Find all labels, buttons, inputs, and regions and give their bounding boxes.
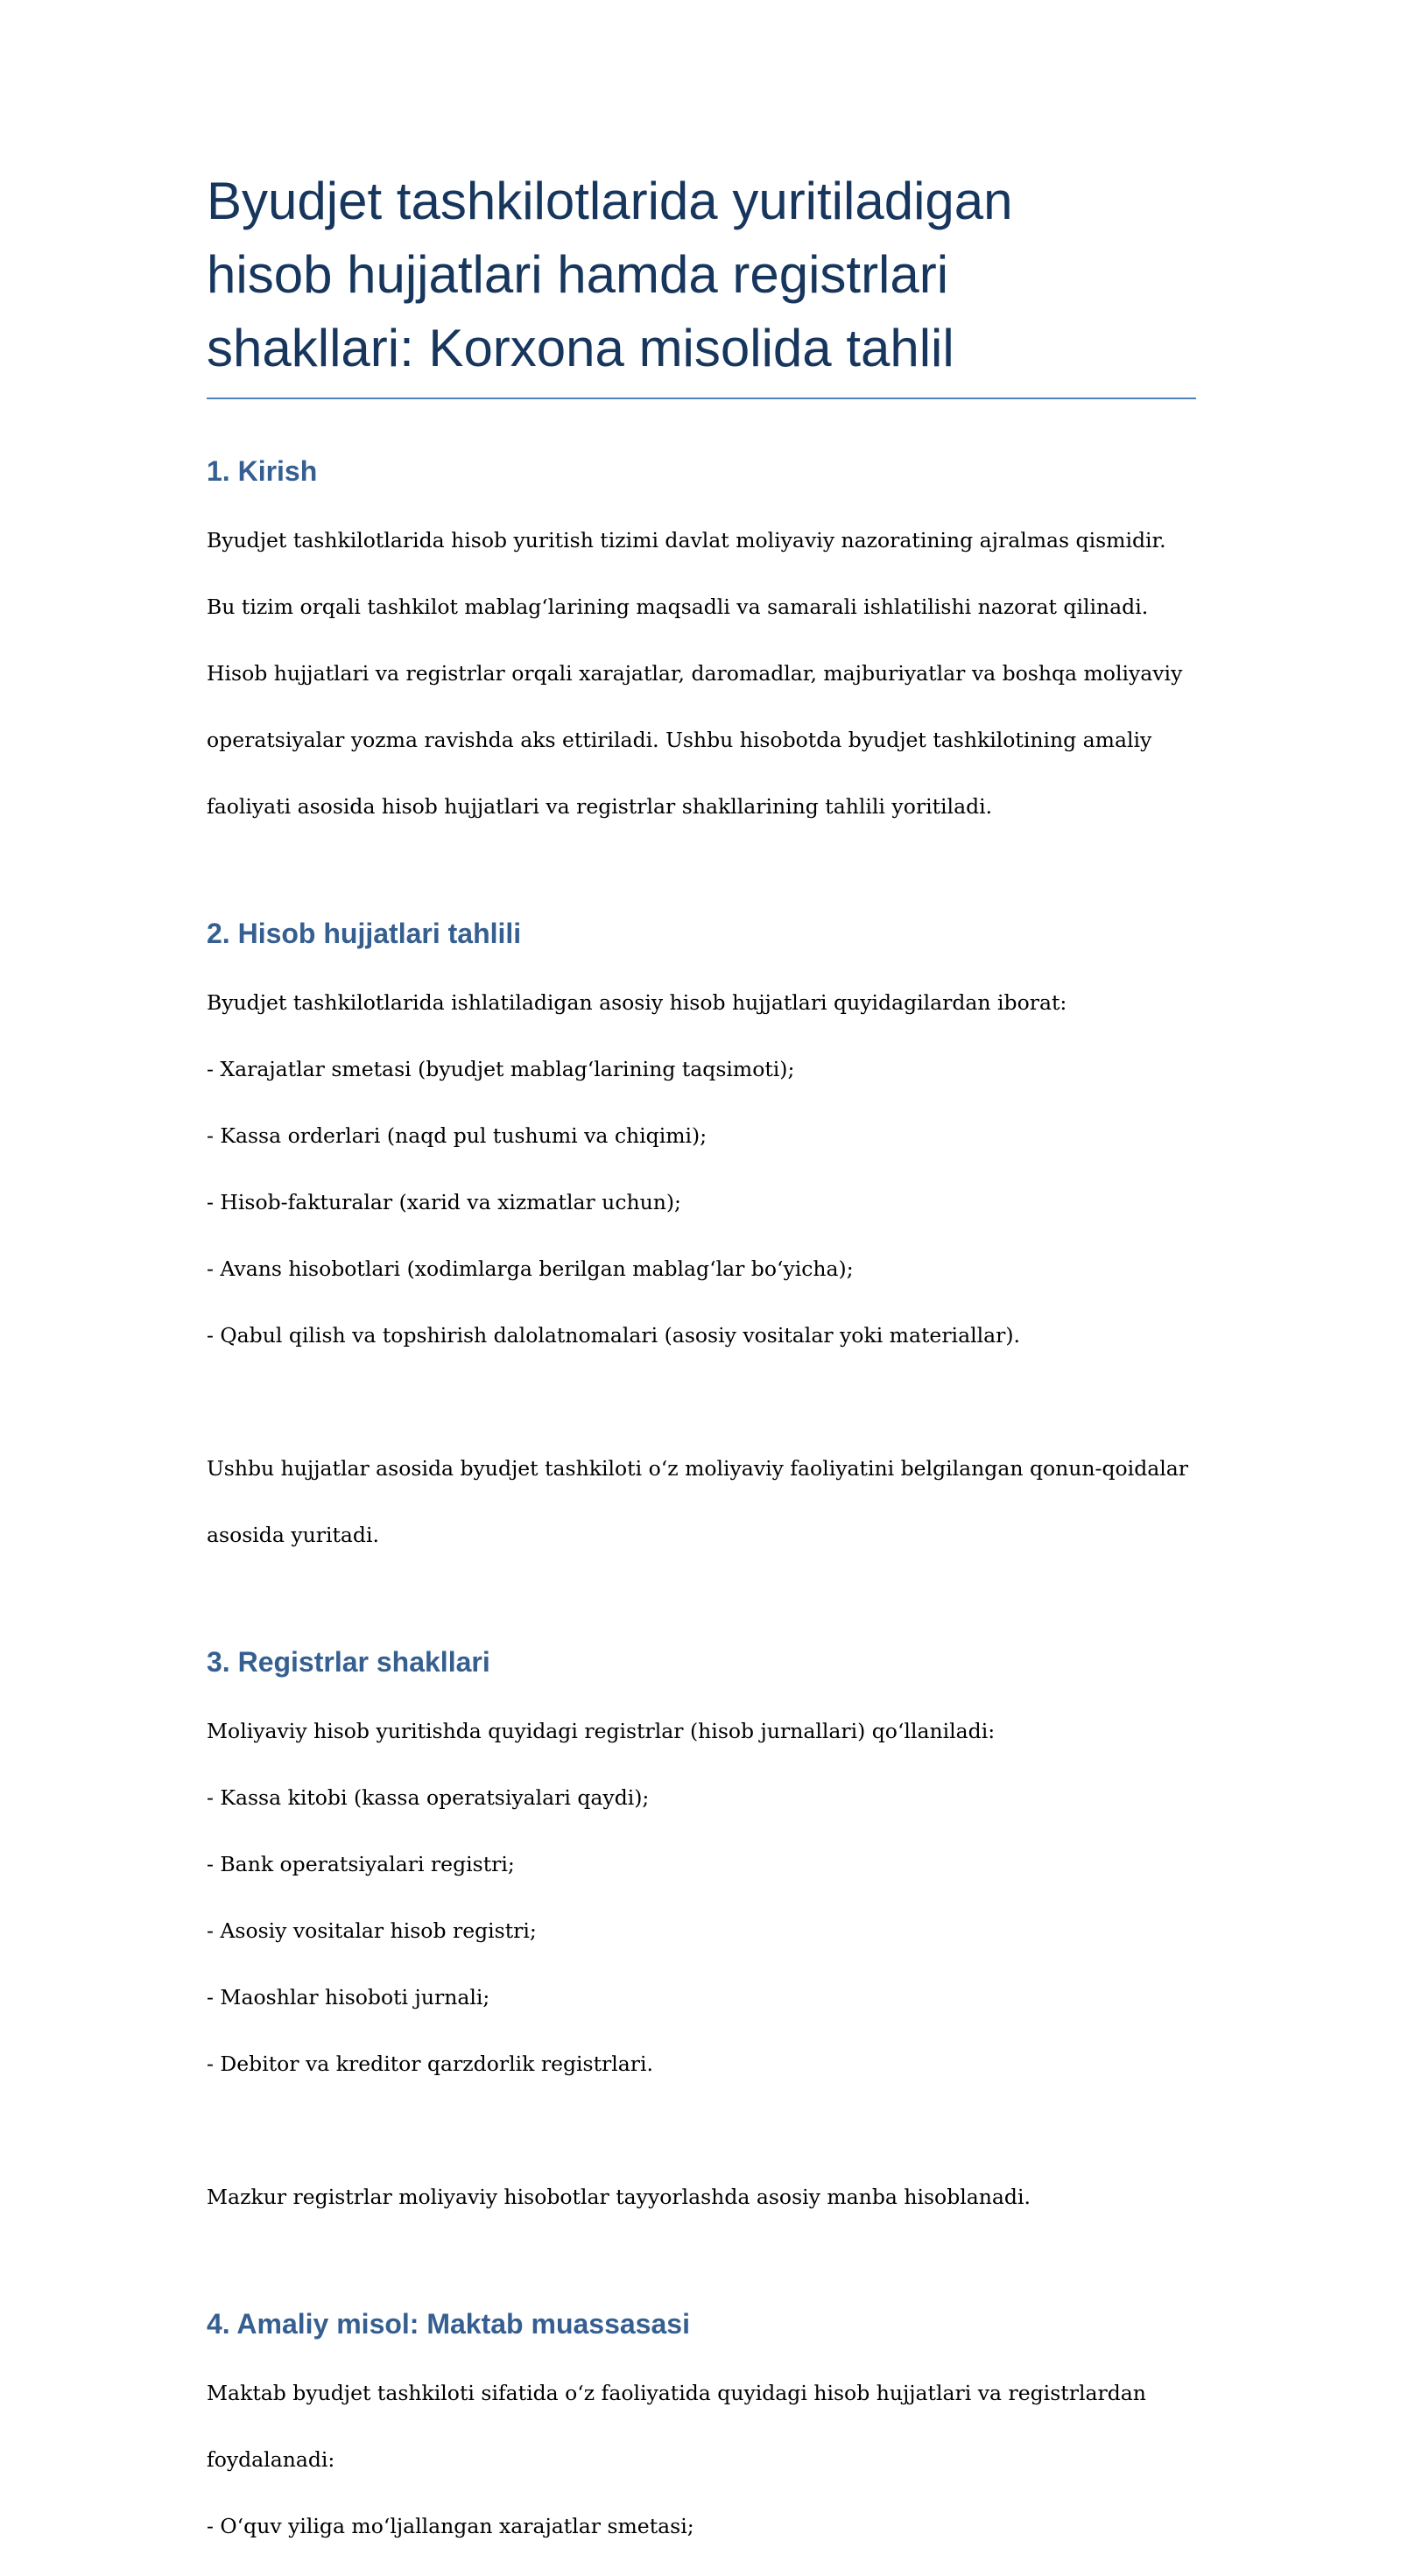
body-line: Hisob hujjatlari va registrlar orqali xarajatlar, daromadlar, majburiyatlar va boshqa moliyaviy — [207, 661, 1183, 686]
list-item: - Asosiy vositalar hisob registri; — [207, 1918, 537, 1943]
section-introduction — [207, 452, 1196, 856]
body-line: foydalanadi: — [207, 2447, 335, 2472]
body-line: asosida yuritadi. — [207, 1523, 379, 1547]
list-item: - Kassa orderlari (naqd pul tushumi va chiqimi); — [207, 1123, 708, 1148]
section-heading: 3. Registrlar shakllari — [207, 1646, 490, 1678]
list-item: - Debitor va kreditor qarzdorlik registrlari. — [207, 2052, 654, 2076]
section-practical-example — [207, 2305, 1196, 2576]
section-heading: 4. Amaliy misol: Maktab muassasasi — [207, 2308, 690, 2340]
body-line: Byudjet tashkilotlarida hisob yuritish tizimi davlat moliyaviy nazoratining ajralmas qismidir. — [207, 528, 1166, 553]
section-body — [207, 490, 1196, 856]
list-item: - Qabul qilish va topshirish dalolatnomalari (asosiy vositalar yoki materiallar). — [207, 1323, 1020, 1348]
section-documents-analysis — [207, 914, 1196, 1585]
list-item: - Oʻquv yiliga moʻljallangan xarajatlar smetasi; — [207, 2514, 694, 2538]
title-line: shakllari: Korxona misolida tahlil — [207, 319, 954, 377]
section-registers — [207, 1643, 1196, 2247]
section-heading: 1. Kirish — [207, 455, 318, 487]
section-body — [207, 2343, 1196, 2576]
body-line: Ushbu hujjatlar asosida byudjet tashkiloti oʻz moliyaviy faoliyatini belgilangan qonun-qoidalar — [207, 1456, 1189, 1481]
title-line: hisob hujjatlari hamda registrlari — [207, 245, 949, 304]
body-line: Byudjet tashkilotlarida ishlatiladigan asosiy hisob hujjatlari quyidagilardan iborat: — [207, 990, 1067, 1015]
list-item: - Avans hisobotlari (xodimlarga berilgan mablagʻlar boʻyicha); — [207, 1256, 854, 1281]
section-heading: 2. Hisob hujjatlari tahlili — [207, 918, 522, 949]
list-item: - Bank operatsiyalari registri; — [207, 1852, 515, 1876]
list-item: - Maoshlar hisoboti jurnali; — [207, 1985, 490, 2009]
section-closing — [207, 1418, 1196, 1585]
list-item: - Kassa kitobi (kassa operatsiyalari qaydi); — [207, 1785, 650, 1810]
section-body — [207, 953, 1196, 1385]
document-page — [207, 165, 1196, 2576]
section-body — [207, 1681, 1196, 2114]
document-title — [207, 165, 1196, 399]
list-item: - Hisob-fakturalar (xarid va xizmatlar uchun); — [207, 1190, 681, 1214]
title-line: Byudjet tashkilotlarida yuritiladigan — [207, 172, 1013, 230]
body-line: Maktab byudjet tashkiloti sifatida oʻz faoliyatida quyidagi hisob hujjatlari va registrlardan — [207, 2381, 1146, 2405]
body-line: faoliyati asosida hisob hujjatlari va registrlar shakllarining tahlili yoritiladi. — [207, 794, 993, 819]
body-line: Mazkur registrlar moliyaviy hisobotlar tayyorlashda asosiy manba hisoblanadi. — [207, 2185, 1031, 2209]
section-closing — [207, 2147, 1196, 2247]
body-line: Moliyaviy hisob yuritishda quyidagi registrlar (hisob jurnallari) qoʻllaniladi: — [207, 1719, 996, 1743]
body-line: operatsiyalar yozma ravishda aks ettiriladi. Ushbu hisobotda byudjet tashkilotining amaliy — [207, 728, 1152, 752]
list-item: - Xarajatlar smetasi (byudjet mablagʻlarining taqsimoti); — [207, 1057, 795, 1081]
body-line: Bu tizim orqali tashkilot mablagʻlarining maqsadli va samarali ishlatilishi nazorat qilinadi. — [207, 595, 1149, 619]
